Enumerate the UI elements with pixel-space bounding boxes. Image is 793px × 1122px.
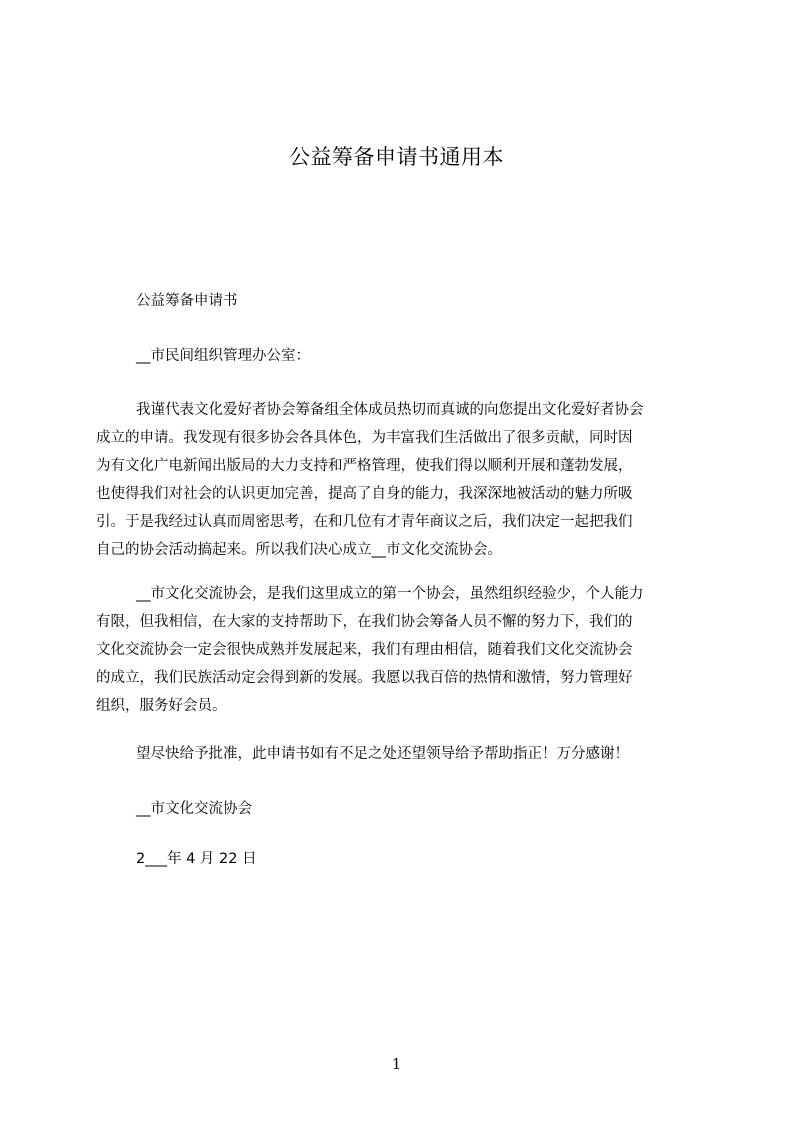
paragraph-2-line: 的成立，我们民族活动定会得到新的发展。我愿以我百倍的热情和激情，努力管理好	[96, 670, 633, 686]
addressee-line: __市民间组织管理办公室：	[136, 348, 310, 364]
paragraph-1-line: 引。于是我经过认真而周密思考，在和几位有才青年商议之后，我们决定一起把我们	[96, 514, 633, 530]
closing-block	[96, 740, 700, 768]
paragraph-2	[96, 580, 700, 720]
document-title: 公益筹备申请书通用本	[289, 145, 504, 169]
addressee-block	[96, 342, 700, 370]
paragraph-1-line: 我谨代表文化爱好者协会筹备组全体成员热切而真诚的向您提出文化爱好者协会	[136, 402, 644, 418]
paragraph-1-line: 也使得我们对社会的认识更加完善，提高了自身的能力，我深深地被活动的魅力所吸	[96, 486, 633, 502]
paragraph-2-line: __市文化交流协会，是我们这里成立的第一个协会，虽然组织经验少，个人能力	[136, 586, 644, 602]
paragraph-1-line: 为有文化广电新闻出版局的大力支持和严格管理，使我们得以顺利开展和蓬勃发展，	[96, 458, 633, 474]
paragraph-2-line: 有限，但我相信，在大家的支持帮助下，在我们协会筹备人员不懈的努力下，我们的	[96, 614, 633, 630]
page-number: 1	[391, 1055, 402, 1073]
letter-heading: 公益筹备申请书	[136, 293, 238, 309]
signature-block	[96, 795, 700, 823]
paragraph-1-line: 成立的申请。我发现有很多协会各具体色，为丰富我们生活做出了很多贡献，同时因	[96, 430, 633, 446]
paragraph-1	[96, 396, 700, 564]
paragraph-1-line: 自己的协会活动搞起来。所以我们决心成立__市文化交流协会。	[96, 542, 502, 558]
letter-heading-block	[96, 287, 700, 315]
paragraph-2-line: 组织，服务好会员。	[96, 698, 227, 714]
closing-line: 望尽快给予批准，此申请书如有不足之处还望领导给予帮助指正！万分感谢！	[136, 746, 629, 762]
signature-line: __市文化交流协会	[136, 801, 252, 817]
date-block	[96, 845, 700, 873]
date-line: 2___年 4 月 22 日	[136, 851, 257, 867]
paragraph-2-line: 文化交流协会一定会很快成熟并发展起来，我们有理由相信，随着我们文化交流协会	[96, 642, 633, 658]
